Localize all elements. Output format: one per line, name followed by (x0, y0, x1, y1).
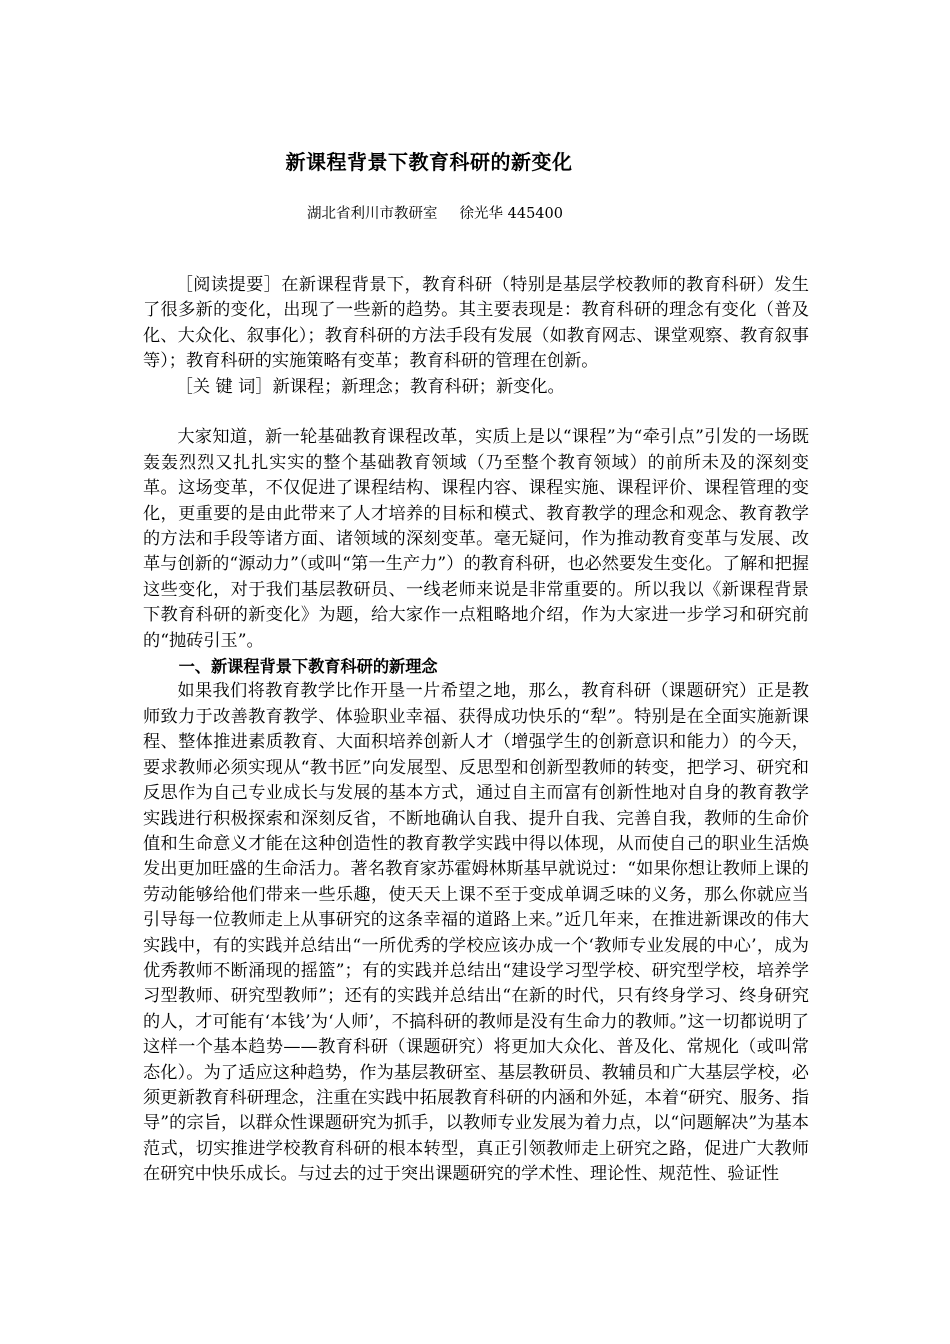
document-body (143, 273, 809, 1188)
keywords-text: 新课程；新理念；教育科研；新变化。 (272, 376, 565, 397)
document-title: 新课程背景下教育科研的新变化 (285, 150, 573, 174)
keywords-paragraph (143, 375, 809, 400)
abstract-text: 在新课程背景下，教育科研（特别是基层学校教师的教育科研）发生了很多新的变化，出现了一些新的趋势。其主要表现是：教育科研的理念有变化（普及化、大众化、叙事化）；教育科研的方法手段有发展（如教育网志、课堂观察、教育叙事等）；教育科研的实施策略有变革；教育科研的管理在创新。 (143, 275, 809, 372)
author-line (0, 204, 870, 224)
abstract-paragraph (143, 273, 809, 375)
intro-paragraph: 大家知道，新一轮基础教育课程改革，实质上是以“课程”为“牵引点”引发的一场既轰轰烈烈又扎扎实实的整个基础教育领域（乃至整个教育领域）的前所未及的深刻变革。这场变革，不仅促进了课程结构、课程内容、课程实施、课程评价、课程管理的变化，更重要的是由此带来了人才培养的目标和模式、教育教学的理念和观念、教育教学的方法和手段等诸方面、诸领域的深刻变革。毫无疑问，作为推动教育变革与发展、改革与创新的“源动力”（或叫“第一生产力”）的教育科研，也必然要发生变化。了解和把握这些变化，对于我们基层教研员、一线老师来说是非常重要的。所以我以《新课程背景下教育科研的新变化》为题，给大家作一点粗略地介绍，作为大家进一步学习和研究前的“抛砖引玉”。 (143, 427, 809, 651)
keywords-label: ［关 键 词］ (175, 376, 273, 397)
section1-paragraph: 如果我们将教育教学比作开垦一片希望之地，那么，教育科研（课题研究）正是教师致力于改善教育教学、体验职业幸福、获得成功快乐的“犁”。特别是在全面实施新课程、整体推进素质教育、大面积培养创新人才（增强学生的创新意识和能力）的今天，要求教师必须实现从“教书匠”向发展型、反思型和创新型教师的转变，把学习、研究和反思作为自己专业成长与发展的基本方式，通过自主而富有创新性地对自身的教育教学实践进行积极探索和深刻反省，不断地确认自我、提升自我、完善自我，教师的生命价值和生命意义才能在这种创造性的教育教学实践中得以体现，从而使自己的职业生活焕发出更加旺盛的生命活力。著名教育家苏霍姆林斯基早就说过：“如果你想让教师上课的劳动能够给他们带来一些乐趣，使天天上课不至于变成单调乏味的义务，那么你就应当引导每一位教师走上从事研究的这条幸福的道路上来。”近几年来，在推进新课改的伟大实践中，有的实践并总结出“一所优秀的学校应该办成一个‘教师专业发展的中心’，成为优秀教师不断涌现的摇篮”；有的实践并总结出“建设学习型学校、研究型学校，培养学习型教师、研究型教师”；还有的实践并总结出“在新的时代，只有终身学习、终身研究的人，才可能有‘本钱’为‘人师’，不搞科研的教师是没有生命力的教师。”这一切都说明了这样一个基本趋势——教育科研（课题研究）将更加大众化、普及化、常规化（或叫常态化）。为了适应这种趋势，作为基层教研室、基层教研员、教辅员和广大基层学校，必须更新教育科研理念，注重在实践中拓展教育科研的内涵和外延，本着“研究、服务、指导”的宗旨，以群众性课题研究为抓手，以教师专业发展为着力点，以“问题解决”为基本范式，切实推进学校教育科研的根本转型，真正引领教师走上研究之路，促进广大教师在研究中快乐成长。与过去的过于突出课题研究的学术性、理论性、规范性、验证性 (143, 681, 809, 1185)
author-name: 徐光华 445400 (459, 206, 563, 222)
author-unit: 湖北省利川市教研室 (307, 206, 438, 222)
abstract-label: ［阅读提要］ (175, 275, 282, 295)
section-heading: 一、新课程背景下教育科研的新理念 (178, 657, 438, 677)
